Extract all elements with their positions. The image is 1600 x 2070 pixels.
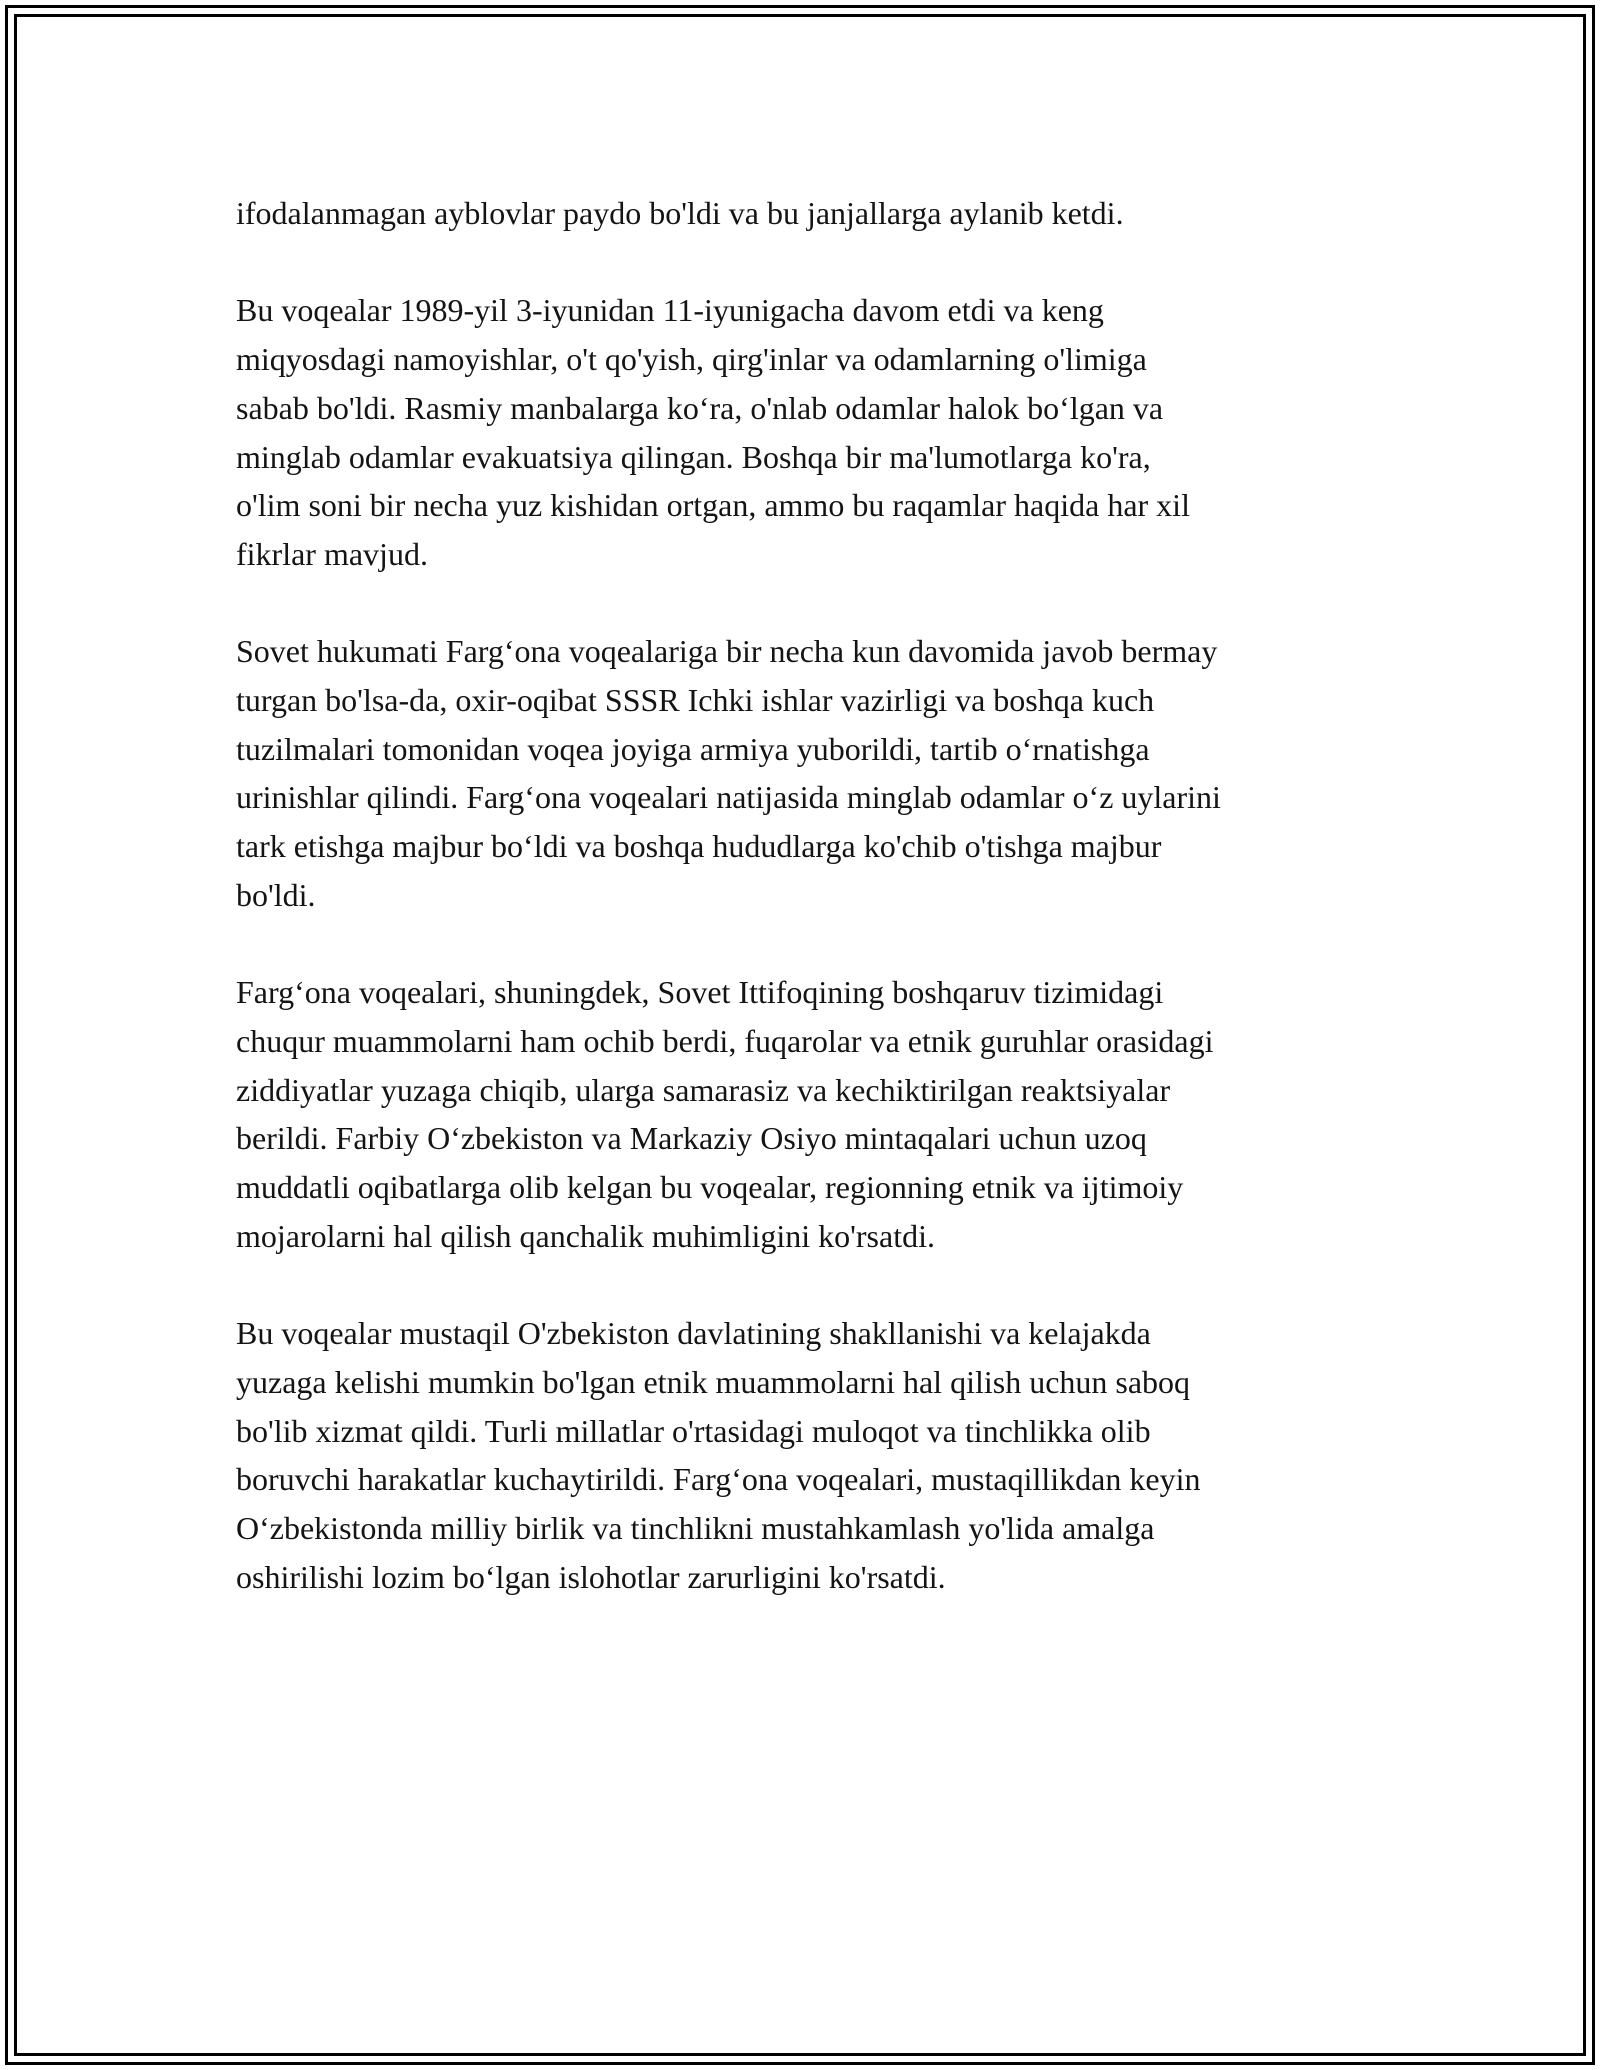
paragraph-2 [236,286,1386,578]
text-line: yuzaga kelishi mumkin bo'lgan etnik muammolarni hal qilish uchun saboq [236,1363,1191,1400]
text-line: ziddiyatlar yuzaga chiqib, ularga samarasiz va kechiktirilgan reaktsiyalar [236,1071,1171,1108]
text-line: Sovet hukumati Farg‘ona voqealariga bir necha kun davomida javob bermay [236,633,1218,670]
text-line: urinishlar qilindi. Farg‘ona voqealari natijasida minglab odamlar o‘z uylarini [236,779,1221,816]
text-line: bo'lib xizmat qildi. Turli millatlar o'rtasidagi muloqot va tinchlikka olib [236,1412,1151,1449]
text-line: tuzilmalari tomonidan voqea joyiga armiya yuborildi, tartib o‘rnatishga [236,730,1150,767]
text-line: fikrlar mavjud. [236,535,428,572]
text-line: miqyosdagi namoyishlar, o't qo'yish, qirg'inlar va odamlarning o'limiga [236,341,1147,378]
text-line: sabab bo'ldi. Rasmiy manbalarga ko‘ra, o'nlab odamlar halok bo‘lgan va [236,389,1164,426]
text-line: O‘zbekistonda milliy birlik va tinchlikni mustahkamlash yo'lida amalga [236,1509,1155,1546]
paragraph-5 [236,1309,1386,1601]
text-line: Bu voqealar mustaqil O'zbekiston davlatining shakllanishi va kelajakda [236,1315,1151,1352]
text-line: Bu voqealar 1989-yil 3-iyunidan 11-iyunigacha davom etdi va keng [236,292,1104,329]
paragraph-1 [236,189,1386,238]
paragraph-4 [236,968,1386,1260]
document-body [236,189,1386,1650]
text-line: muddatli oqibatlarga olib kelgan bu voqealar, regionning etnik va ijtimoiy [236,1169,1184,1206]
text-line: berildi. Farbiy O‘zbekiston va Markaziy Osiyo mintaqalari uchun uzoq [236,1120,1147,1157]
paragraph-3 [236,627,1386,919]
text-line: o'lim soni bir necha yuz kishidan ortgan, ammo bu raqamlar haqida har xil [236,487,1190,524]
text-line: chuqur muammolarni ham ochib berdi, fuqarolar va etnik guruhlar orasidagi [236,1022,1214,1059]
text-line: tark etishga majbur bo‘ldi va boshqa hududlarga ko'chib o'tishga majbur [236,828,1162,865]
text-line: turgan bo'lsa-da, oxir-oqibat SSSR Ichki ishlar vazirligi va boshqa kuch [236,682,1155,718]
text-line: oshirilishi lozim bo‘lgan islohotlar zarurligini ko'rsatdi. [236,1558,946,1595]
text-line: ifodalanmagan ayblovlar paydo bo'ldi va bu janjallarga aylanib ketdi. [236,195,1124,231]
text-line: mojarolarni hal qilish qanchalik muhimligini ko'rsatdi. [236,1217,935,1254]
text-line: Farg‘ona voqealari, shuningdek, Sovet Ittifoqining boshqaruv tizimidagi [236,974,1164,1011]
text-line: boruvchi harakatlar kuchaytirildi. Farg‘ona voqealari, mustaqillikdan keyin [236,1461,1201,1498]
text-line: bo'ldi. [236,876,316,913]
text-line: minglab odamlar evakuatsiya qilingan. Boshqa bir ma'lumotlarga ko'ra, [236,438,1151,475]
